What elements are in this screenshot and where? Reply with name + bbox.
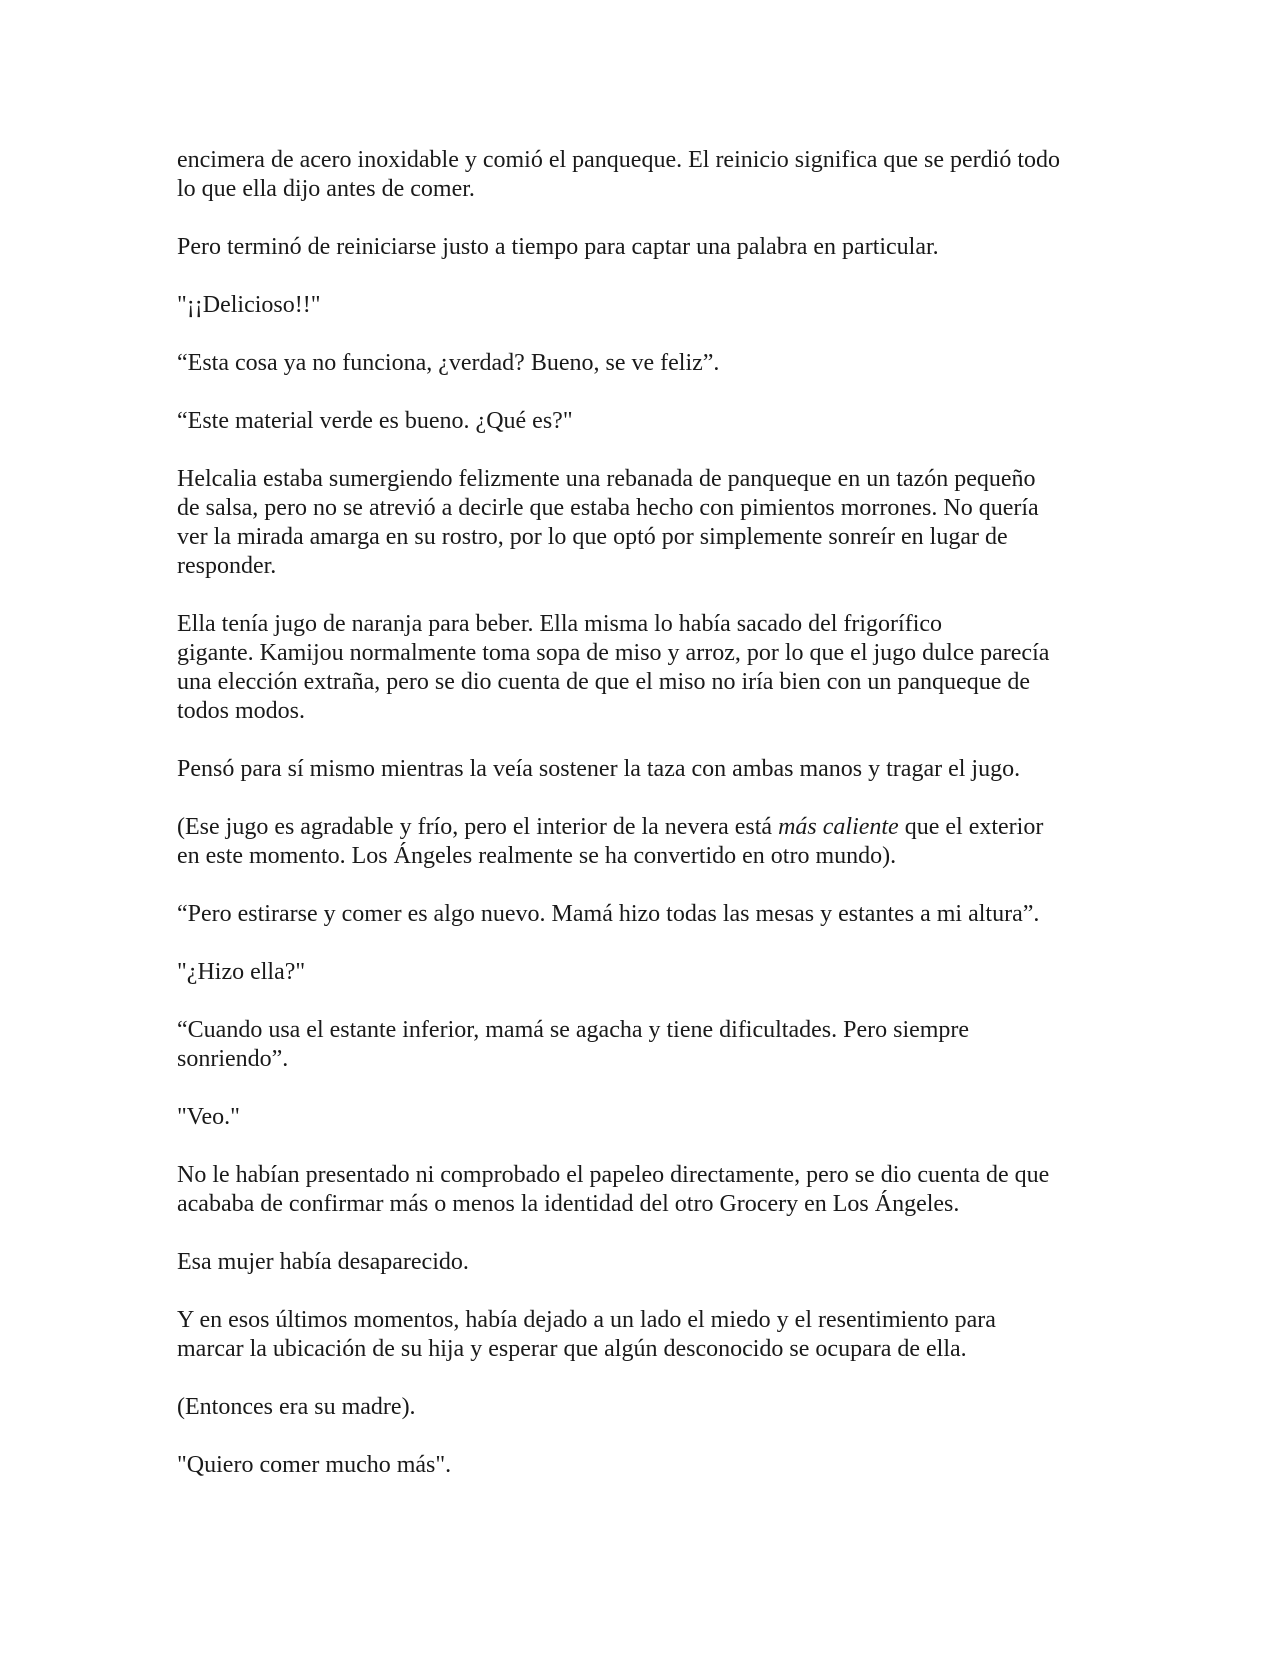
text-run: que el exterior [898,814,1044,840]
text-line: “Este material verde es bueno. ¿Qué es?" [177,408,573,434]
text-line: de salsa, pero no se atrevió a decirle que estaba hecho con pimientos morrones. No quería [177,495,1039,521]
paragraph [177,1306,1117,1364]
paragraph [177,958,1117,987]
text-line: Esa mujer había desaparecido. [177,1249,469,1275]
paragraph [177,1161,1117,1219]
text-line: en este momento. Los Ángeles realmente se ha convertido en otro mundo). [177,843,897,869]
paragraph [177,465,1117,581]
text-line: Pensó para sí mismo mientras la veía sostener la taza con ambas manos y tragar el jugo. [177,756,1021,782]
paragraph [177,146,1117,204]
paragraph [177,755,1117,784]
text-line: Pero terminó de reiniciarse justo a tiempo para captar una palabra en particular. [177,234,939,260]
paragraph [177,813,1117,871]
text-line: gigante. Kamijou normalmente toma sopa de miso y arroz, por lo que el jugo dulce parecía [177,640,1050,666]
paragraph [177,900,1117,929]
text-line: ver la mirada amarga en su rostro, por lo que optó por simplemente sonreír en lugar de [177,524,1008,550]
text-line: "¿Hizo ella?" [177,959,306,985]
text-line: “Esta cosa ya no funciona, ¿verdad? Bueno, se ve feliz”. [177,350,720,376]
text-line: encimera de acero inoxidable y comió el panqueque. El reinicio significa que se perdió todo [177,147,1061,173]
text-line: “Pero estirarse y comer es algo nuevo. Mamá hizo todas las mesas y estantes a mi altura”. [177,901,1040,927]
text-line: una elección extraña, pero se dio cuenta de que el miso no iría bien con un panqueque de [177,669,1031,695]
text-line: No le habían presentado ni comprobado el papeleo directamente, pero se dio cuenta de que [177,1162,1050,1188]
text-line: Helcalia estaba sumergiendo felizmente una rebanada de panqueque en un tazón pequeño [177,466,1036,492]
body-text [177,146,1117,1509]
paragraph [177,610,1117,726]
text-line: lo que ella dijo antes de comer. [177,176,475,202]
paragraph [177,1248,1117,1277]
paragraph [177,349,1117,378]
text-line: sonriendo”. [177,1046,289,1072]
text-line: todos modos. [177,698,306,724]
text-line [177,813,1117,842]
paragraph [177,1103,1117,1132]
text-line: Y en esos últimos momentos, había dejado a un lado el miedo y el resentimiento para [177,1307,996,1333]
paragraph [177,407,1117,436]
text-line: "Quiero comer mucho más". [177,1452,452,1478]
paragraph [177,233,1117,262]
text-line: marcar la ubicación de su hija y esperar que algún desconocido se ocupara de ella. [177,1336,967,1362]
emphasis-text: más caliente [778,814,899,840]
paragraph [177,1393,1117,1422]
text-line: Ella tenía jugo de naranja para beber. Ella misma lo había sacado del frigorífico [177,611,943,637]
paragraph [177,1016,1117,1074]
text-line: “Cuando usa el estante inferior, mamá se agacha y tiene dificultades. Pero siempre [177,1017,970,1043]
paragraph [177,1451,1117,1480]
text-line: responder. [177,553,277,579]
text-line: (Entonces era su madre). [177,1394,416,1420]
text-line: "¡¡Delicioso!!" [177,292,321,318]
paragraph [177,291,1117,320]
text-run: (Ese jugo es agradable y frío, pero el interior de la nevera está [177,814,779,840]
text-line: acababa de confirmar más o menos la identidad del otro Grocery en Los Ángeles. [177,1191,960,1217]
text-line: "Veo." [177,1104,240,1130]
